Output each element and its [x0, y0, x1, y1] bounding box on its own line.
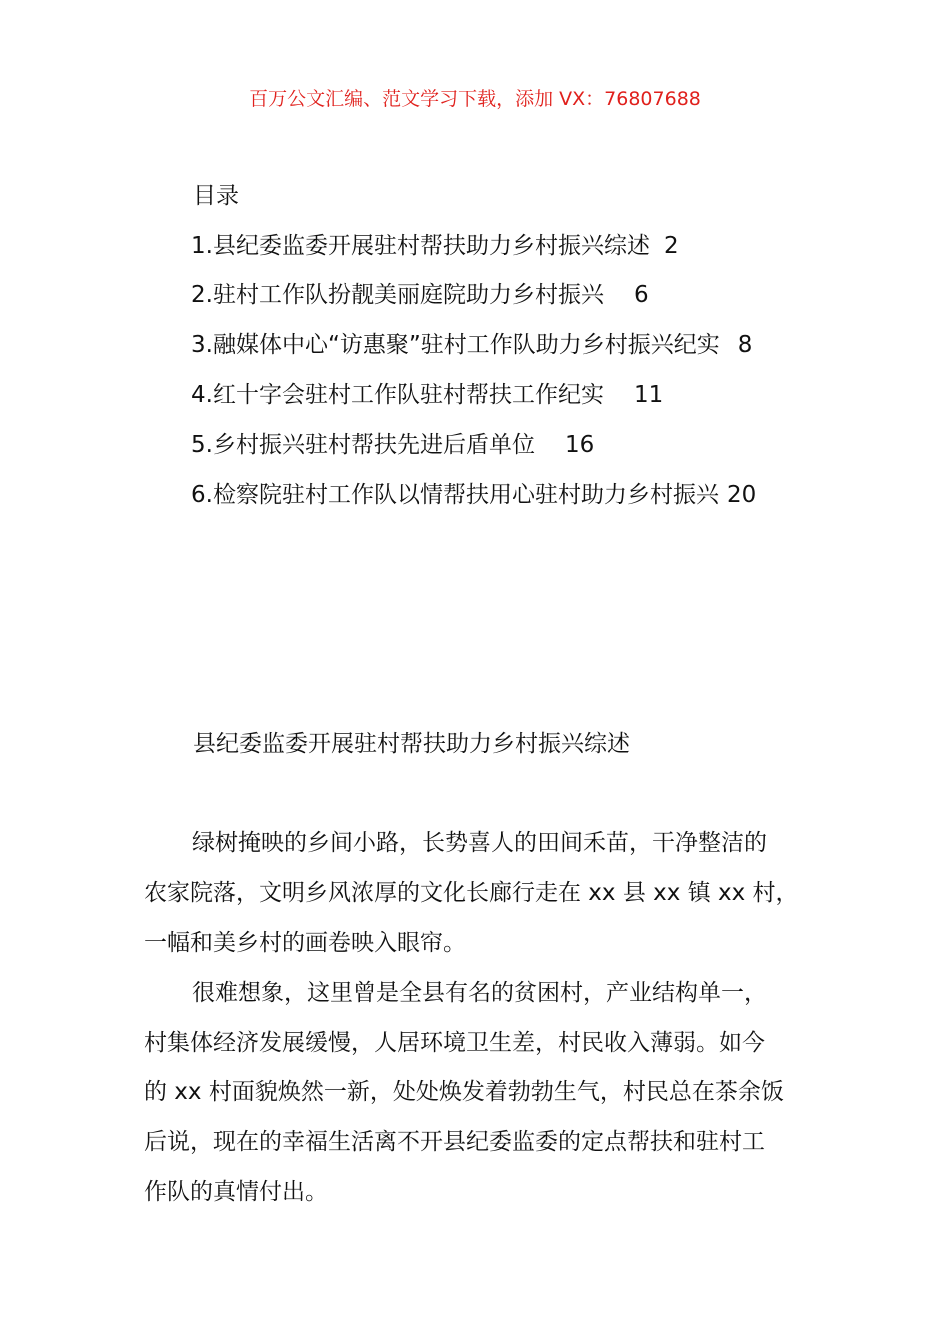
- toc-item[interactable]: [191, 380, 663, 410]
- toc-item-text: 1.县纪委监委开展驻村帮扶助力乡村振兴综述: [191, 233, 650, 259]
- toc-item-page: 8: [737, 332, 753, 358]
- toc-item-page: 16: [564, 432, 595, 458]
- toc-item-text: 3.融媒体中心“访惠聚”驻村工作队助力乡村振兴纪实: [191, 332, 720, 358]
- toc-item-page: 20: [726, 482, 757, 508]
- paragraph-line: 的 xx 村面貌焕然一新，处处焕发着勃勃生气，村民总在茶余饭: [144, 1079, 784, 1105]
- paragraph-line: 一幅和美乡村的画卷映入眼帘。: [144, 930, 466, 956]
- toc-item-text: 4.红十字会驻村工作队驻村帮扶工作纪实: [191, 382, 604, 408]
- toc-item[interactable]: [191, 480, 756, 510]
- toc-item[interactable]: [191, 231, 679, 261]
- toc-item-text: 5.乡村振兴驻村帮扶先进后盾单位: [191, 432, 535, 458]
- toc-item-text: 6.检察院驻村工作队以情帮扶用心驻村助力乡村振兴: [191, 482, 719, 508]
- paragraph-line: 农家院落，文明乡风浓厚的文化长廊行走在 xx 县 xx 镇 xx 村，: [144, 880, 799, 906]
- toc-item-page: 2: [663, 233, 679, 259]
- toc-title: 目录: [193, 183, 239, 209]
- header-banner: 百万公文汇编、范文学习下载，添加 VX：76807688: [249, 88, 701, 110]
- paragraph-line: 后说，现在的幸福生活离不开县纪委监委的定点帮扶和驻村工: [144, 1129, 765, 1155]
- toc-item[interactable]: [191, 280, 649, 310]
- toc-item-page: 11: [633, 382, 664, 408]
- paragraph-line: 很难想象，这里曾是全县有名的贫困村，产业结构单一，: [192, 980, 767, 1006]
- article-heading: 县纪委监委开展驻村帮扶助力乡村振兴综述: [193, 731, 630, 757]
- toc-item-page: 6: [633, 282, 649, 308]
- paragraph-line: 作队的真情付出。: [144, 1179, 328, 1205]
- toc-item[interactable]: [191, 430, 594, 460]
- paragraph-line: 村集体经济发展缓慢，人居环境卫生差，村民收入薄弱。如今: [144, 1030, 765, 1056]
- paragraph-line: 绿树掩映的乡间小路，长势喜人的田间禾苗，干净整洁的: [192, 830, 767, 856]
- toc-item[interactable]: [191, 330, 752, 360]
- toc-item-text: 2.驻村工作队扮靓美丽庭院助力乡村振兴: [191, 282, 604, 308]
